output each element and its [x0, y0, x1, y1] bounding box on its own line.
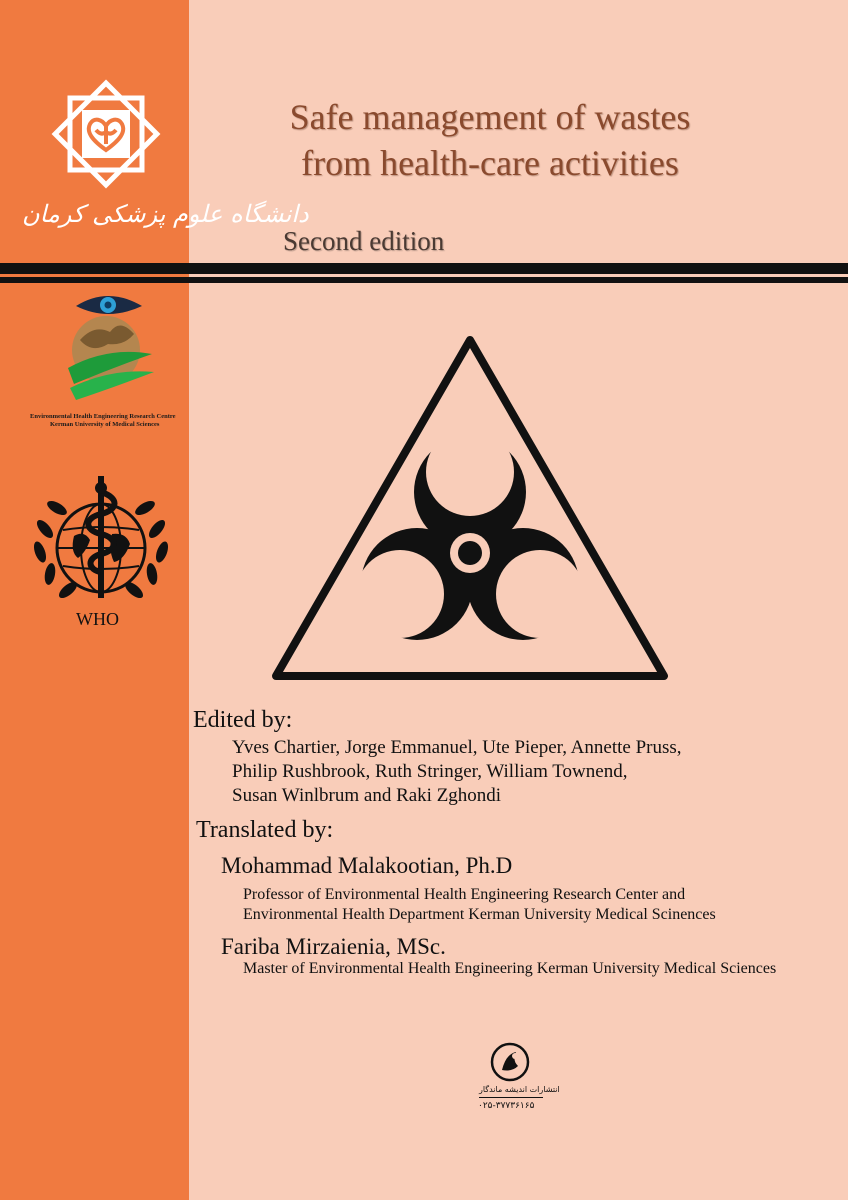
who-label: WHO: [76, 609, 119, 629]
publisher-phone: ۰۲۵-۳۷۷۳۶۱۶۵: [478, 1101, 535, 1111]
university-logo-icon: [52, 80, 160, 188]
header-divider-thick: [0, 263, 848, 274]
header-divider-thin: [0, 277, 848, 283]
publisher-logo-icon: [490, 1042, 530, 1082]
title-line-1: Safe management of wastes: [289, 97, 691, 137]
translated-by-heading: Translated by:: [196, 817, 334, 843]
biohazard-warning-icon: [268, 330, 672, 686]
research-center-name-line2: Kerman University of Medical Sciences: [50, 421, 160, 428]
edited-by-heading: Edited by:: [193, 707, 293, 733]
translator-1-desc-line-1: Professor of Environmental Health Engineering Research Center and: [243, 886, 686, 903]
publisher-name: انتشارات اندیشه ماندگار: [479, 1085, 560, 1094]
translator-1-desc-line-2: Environmental Health Department Kerman University Medical Scinences: [243, 906, 716, 923]
title-line-2: from health-care activities: [301, 143, 679, 183]
translator-2-name: Fariba Mirzaienia, MSc.: [221, 934, 446, 959]
research-center-logo-icon: [62, 288, 156, 400]
who-emblem-icon: [30, 472, 172, 602]
publisher-divider: [479, 1097, 543, 1098]
edition-label: Second edition: [283, 226, 445, 256]
translator-1-name: Mohammad Malakootian, Ph.D: [221, 853, 513, 878]
editors-line-2: Philip Rushbrook, Ruth Stringer, William Townend,: [232, 761, 628, 782]
editors-line-1: Yves Chartier, Jorge Emmanuel, Ute Pieper, Annette Pruss,: [232, 737, 682, 758]
research-center-name-line1: Environmental Health Engineering Research Centre: [30, 413, 176, 420]
university-logo-text: دانشگاه علوم پزشکی کرمان: [22, 200, 309, 228]
translator-2-desc: Master of Environmental Health Engineering Kerman University Medical Sciences: [243, 960, 777, 977]
editors-line-3: Susan Winlbrum and Raki Zghondi: [232, 785, 502, 806]
